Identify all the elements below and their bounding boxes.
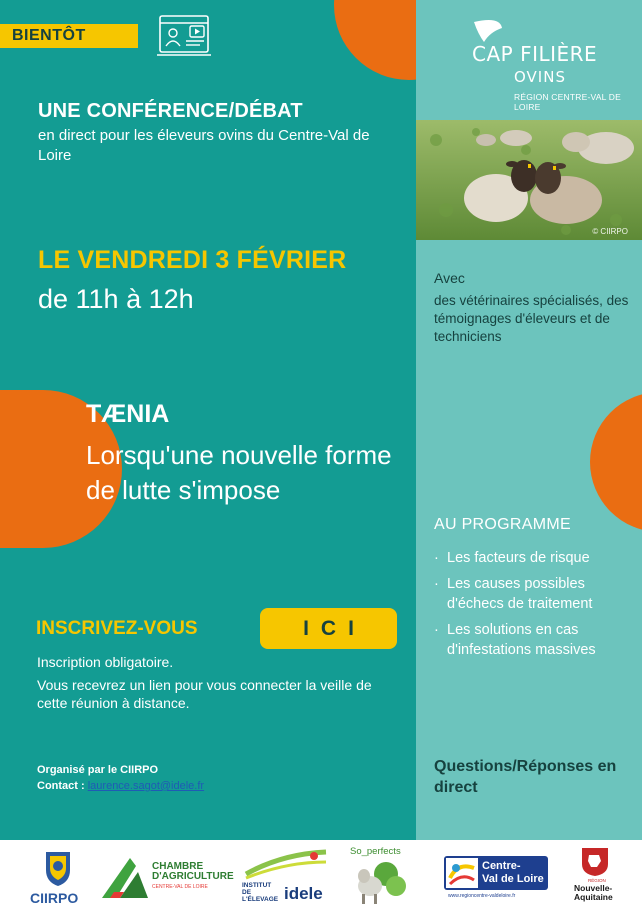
chambre-agriculture-icon — [100, 854, 150, 900]
cvl-url: www.regioncentre-valdeloire.fr — [448, 893, 516, 899]
na-line2: Aquitaine — [574, 892, 613, 902]
chambre-agriculture-logo — [100, 854, 234, 904]
bullet-icon: · — [434, 550, 439, 566]
cap-filiere-ovins-logo — [470, 18, 630, 112]
photo-credit: © CIIRPO — [592, 227, 628, 236]
ovins-text: OVINS — [514, 68, 566, 86]
conference-title: UNE CONFÉRENCE/DÉBAT — [38, 100, 303, 122]
nouvelle-aquitaine-logo — [570, 846, 626, 908]
event-date: LE VENDREDI 3 FÉVRIER — [38, 246, 347, 274]
register-here-button[interactable]: ICI — [260, 608, 397, 649]
topic-title: TÆNIA — [86, 400, 170, 428]
registration-mandatory-text: Inscription obligatoire. — [37, 654, 174, 670]
ciirpo-text: CIIRPO — [30, 890, 79, 906]
centre-val-de-loire-logo — [444, 856, 550, 906]
programme-item-text: Les causes possibles d'échecs de traitement — [447, 576, 593, 612]
ciirpo-crest-icon — [28, 848, 88, 888]
programme-item — [434, 548, 634, 568]
idele-small-text: INSTITUT DE L'ÉLEVAGE — [242, 882, 279, 903]
event-time: de 11h à 12h — [38, 284, 194, 314]
lambs-photo — [416, 120, 642, 240]
speakers-text: des vétérinaires spécialisés, des témoignages d'éleveurs et de techniciens — [434, 293, 629, 344]
programme-title: AU PROGRAMME — [434, 516, 571, 533]
idele-swoosh-icon — [242, 846, 330, 880]
footer-logos — [0, 840, 642, 911]
chambre-line3: CENTRE-VAL DE LOIRE — [152, 884, 208, 890]
cvl-emblem-icon — [446, 858, 478, 888]
programme-item — [434, 574, 634, 614]
lion-crest-icon — [580, 846, 610, 876]
na-small-text: RÉGION — [588, 878, 606, 883]
ciirpo-logo — [28, 848, 88, 908]
so-perfects-logo — [346, 846, 410, 908]
topic-subtitle: Lorsqu'une nouvelle forme de lutte s'impose — [86, 440, 392, 505]
idele-logo — [242, 846, 330, 908]
programme-item-text: Les facteurs de risque — [447, 550, 590, 566]
cvl-line1: Centre- — [482, 860, 521, 872]
chambre-line1: CHAMBRE — [152, 861, 204, 872]
programme-item-text: Les solutions en cas d'infestations massives — [447, 622, 596, 658]
decorative-orange-circle-top — [334, 0, 416, 80]
organizer-text: Organisé par le CIIRPO — [37, 764, 159, 776]
goat-mascot-icon — [346, 858, 410, 908]
speakers-label: Avec — [434, 270, 465, 286]
programme-item — [434, 620, 634, 660]
bullet-icon: · — [434, 622, 439, 638]
cap-filiere-text: CAP FILIÈRE — [472, 42, 598, 66]
webinar-icon — [156, 14, 212, 58]
contact-label: Contact : — [37, 780, 85, 792]
bullet-icon: · — [434, 576, 439, 592]
idele-text: idele — [284, 884, 323, 903]
conference-subtitle: en direct pour les éleveurs ovins du Centre-Val de Loire — [38, 127, 370, 164]
programme-list — [434, 548, 634, 666]
chambre-line2: D'AGRICULTURE — [152, 871, 234, 882]
cvl-line2: Val de Loire — [482, 873, 544, 885]
contact-line — [37, 780, 204, 792]
contact-email-link[interactable]: laurence.sagot@idele.fr — [87, 780, 205, 792]
na-line1: Nouvelle- — [574, 883, 613, 893]
so-perfects-text: So_perfects — [350, 846, 401, 857]
qa-text: Questions/Réponses en direct — [434, 758, 617, 796]
soon-badge: BIENTÔT — [0, 24, 138, 48]
registration-info-text: Vous recevrez un lien pour vous connecter la veille de cette réunion à distance. — [37, 677, 372, 711]
region-text: RÉGION CENTRE-VAL DE LOIRE — [514, 92, 621, 112]
register-heading: INSCRIVEZ-VOUS — [36, 618, 198, 639]
